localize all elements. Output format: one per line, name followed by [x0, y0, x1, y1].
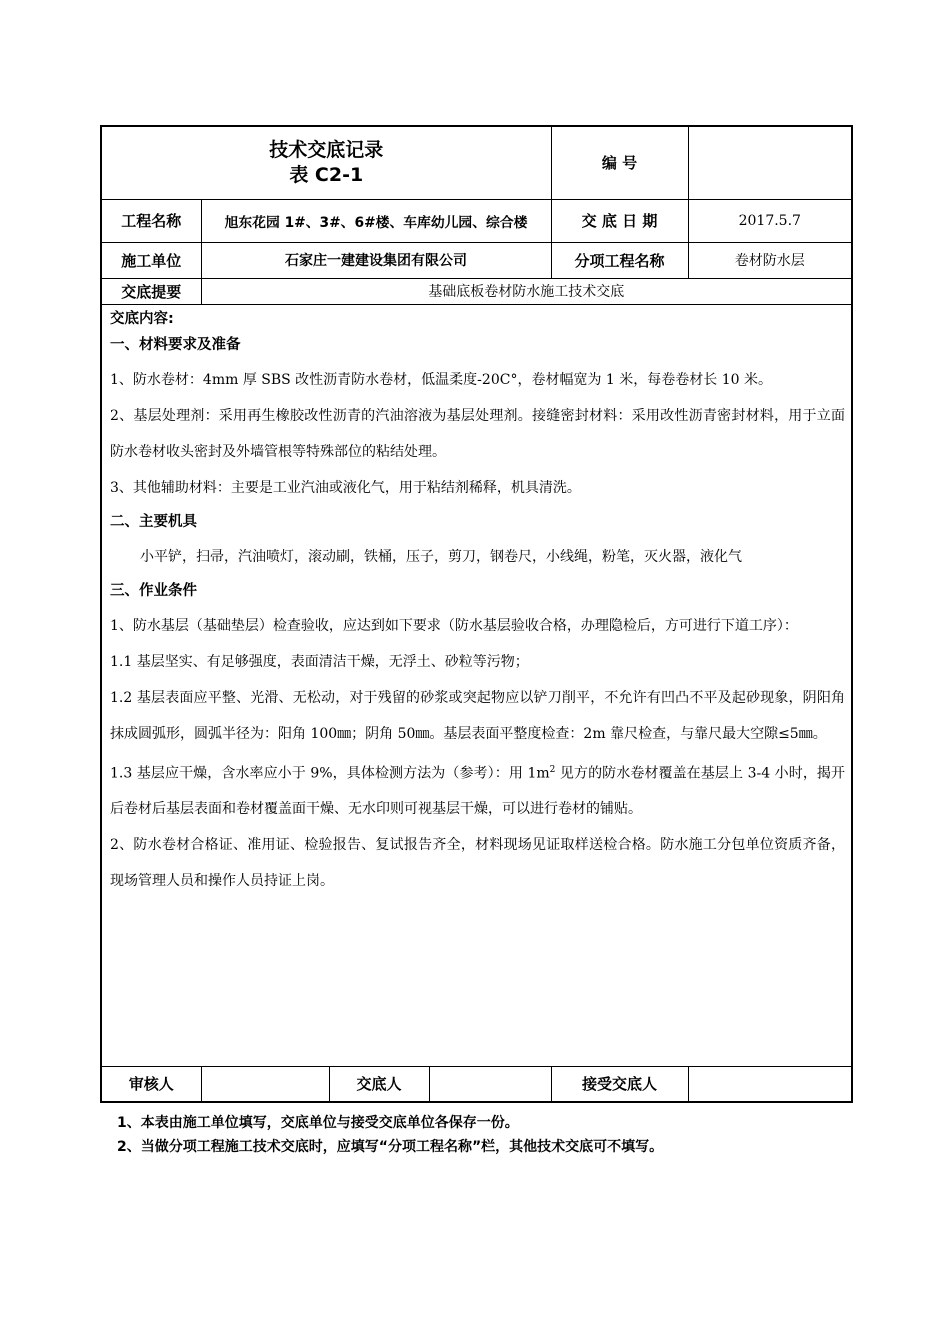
contractor-value[interactable]: 石家庄一建建设集团有限公司: [201, 242, 551, 278]
item-1-3-text-a: 1.3 基层应干燥，含水率应小于 9%，具体检测方法为（参考）：用 1m: [110, 765, 550, 782]
discloser-signature[interactable]: [429, 1066, 551, 1102]
content-cell[interactable]: [101, 304, 852, 1066]
date-value[interactable]: 2017.5.7: [688, 199, 852, 242]
section-1-title: 一、材料要求及准备: [110, 336, 241, 353]
section-3-title: 三、作业条件: [110, 582, 197, 599]
contractor-label: 施工单位: [101, 242, 201, 278]
disclosure-content: [110, 309, 845, 900]
section-2-title: 二、主要机具: [110, 513, 197, 530]
section-3-item-1: 1、防水基层（基础垫层）检查验收，应达到如下要求（防水基层验收合格，办理隐检后，方可进行下道工序）：: [110, 617, 798, 634]
section-1-item-1: 1、防水卷材：4mm 厚 SBS 改性沥青防水卷材，低温柔度-20C°，卷材幅宽为 1 米，每卷卷材长 10 米。: [110, 371, 772, 388]
form-title: [101, 126, 551, 199]
number-label: 编 号: [551, 126, 688, 199]
content-intro: 交底内容:: [110, 310, 174, 327]
footnotes: [117, 1111, 837, 1159]
disclosure-form: [100, 125, 853, 1103]
reviewer-signature[interactable]: [201, 1066, 329, 1102]
squared-superscript: 2: [549, 764, 556, 775]
form-title-code: 表 C2-1: [289, 163, 364, 186]
reviewer-label: 审核人: [101, 1066, 201, 1102]
form-title-main: 技术交底记录: [269, 138, 384, 161]
subitem-label: 分项工程名称: [551, 242, 688, 278]
discloser-label: 交底人: [329, 1066, 429, 1102]
section-3-item-1-3: [110, 752, 845, 828]
project-name-label: 工程名称: [101, 199, 201, 242]
item-1-3-text-b: 见方的防水卷材覆盖在基层上 3-4 小时，揭开后卷材后基层表面和卷材覆盖面干燥、无水印则可视基层干燥，可以进行卷材的铺贴。: [110, 765, 845, 818]
subitem-value[interactable]: 卷材防水层: [688, 242, 852, 278]
section-3-item-1-2: 1.2 基层表面应平整、光滑、无松动，对于残留的砂浆或突起物应以铲刀削平，不允许有凹凸不平及起砂现象，阴阳角抹成圆弧形，圆弧半径为：阳角 100㎜；阴角 50㎜。基层表面平整度检查：2m 靠尺检查，与靠尺最大空隙≤5㎜。: [110, 689, 846, 742]
summary-value[interactable]: 基础底板卷材防水施工技术交底: [201, 278, 852, 304]
receiver-label: 接受交底人: [551, 1066, 688, 1102]
section-3-item-2: 2、防水卷材合格证、准用证、检验报告、复试报告齐全，材料现场见证取样送检合格。防水施工分包单位资质齐备，现场管理人员和操作人员持证上岗。: [110, 837, 846, 890]
summary-label: 交底提要: [101, 278, 201, 304]
receiver-signature[interactable]: [688, 1066, 852, 1102]
section-2-tools: 小平铲，扫帚，汽油喷灯，滚动刷，铁桶，压子，剪刀，钢卷尺，小线绳，粉笔，灭火器，液化气: [140, 548, 742, 565]
number-field[interactable]: [688, 126, 852, 199]
project-name-value[interactable]: 旭东花园 1#、3#、6#楼、车库幼儿园、综合楼: [201, 199, 551, 242]
footnote-1: 1、本表由施工单位填写，交底单位与接受交底单位各保存一份。: [117, 1115, 519, 1131]
section-3-item-1-1: 1.1 基层坚实、有足够强度，表面清洁干燥，无浮土、砂粒等污物；: [110, 653, 529, 670]
date-label: 交 底 日 期: [551, 199, 688, 242]
footnote-2: 2、当做分项工程施工技术交底时，应填写“分项工程名称”栏，其他技术交底可不填写。: [117, 1139, 664, 1155]
section-1-item-3: 3、其他辅助材料：主要是工业汽油或液化气，用于粘结剂稀释，机具清洗。: [110, 479, 581, 496]
section-1-item-2: 2、基层处理剂：采用再生橡胶改性沥青的汽油溶液为基层处理剂。接缝密封材料：采用改性沥青密封材料，用于立面防水卷材收头密封及外墙管根等特殊部位的粘结处理。: [110, 407, 846, 460]
